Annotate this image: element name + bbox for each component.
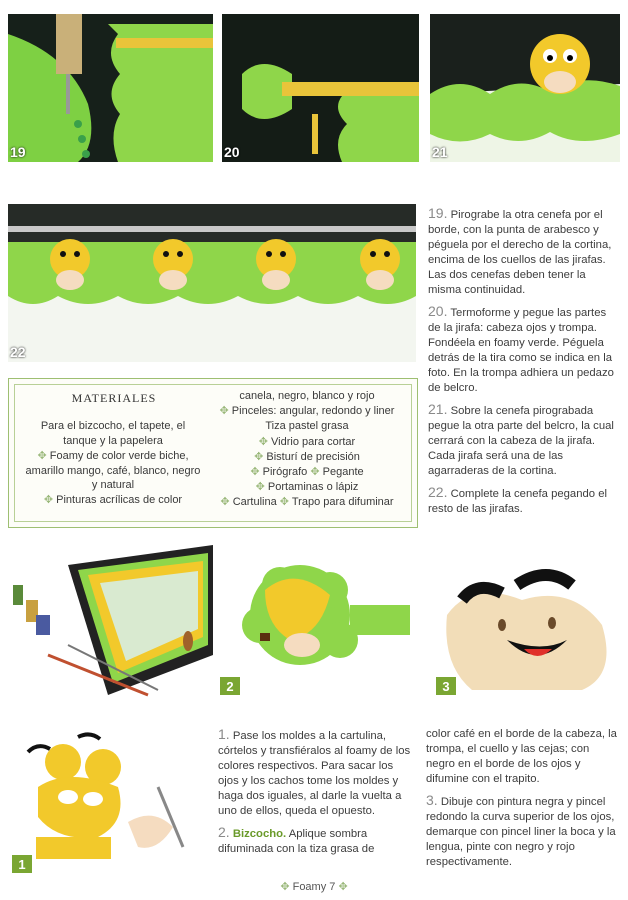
materials-item: ✥ Pinturas acrílicas de color (43, 493, 183, 506)
footer-text: Foamy 7 (292, 881, 336, 893)
materials-right-column (209, 389, 405, 511)
materials-item: ✥ Bisturí de precisión (254, 450, 360, 463)
steps-2-3-continued (426, 727, 620, 876)
photo-20-illustration (222, 14, 419, 162)
photo-supplies-illustration (8, 545, 213, 697)
steps-1-2 (218, 727, 416, 863)
photo-step-1 (8, 727, 208, 875)
photo-number: 19 (10, 144, 26, 160)
step-2-continued: color café en el borde de la cabeza, la trompa, el cuello y las cejas; con negro en el borde de los ojos y difumine con el trapito. (426, 728, 617, 785)
materials-continuation: canela, negro, blanco y rojo (239, 390, 375, 402)
photo-step-21 (430, 14, 620, 162)
step-20: 20. Termoforme y pegue las partes de la jirafa: cabeza ojos y trompa. Fondéela en foamy verde. Péguela detrás de la tira como se indica en la foto. En la trompa adhiera un pedazo de belcro. (428, 303, 614, 394)
photo-21-illustration (430, 14, 620, 162)
steps-19-22 (428, 206, 618, 523)
photo-1-illustration (8, 727, 208, 875)
materials-item: ✥ Pirógrafo ✥ Pegante (250, 466, 364, 479)
materials-intro: Para el bizcocho, el tapete, el tanque y la papelera (40, 420, 186, 447)
materials-item: ✥ Vidrio para cortar (258, 435, 356, 448)
photo-3-illustration (432, 545, 618, 697)
step-2: 2. Bizcocho. Aplique sombra difuminada con la tiza grasa de (218, 824, 375, 855)
photo-step-19 (8, 14, 213, 162)
photo-number: 2 (220, 677, 240, 695)
photo-number: 22 (10, 344, 26, 360)
step-1: 1. Pase los moldes a la cartulina, córtelos y transfiéralos al foamy de los colores respectivos. Para sacar los ojos y los cachos tome los moldes y haga dos iguales, al darle la vuelta a uno de ellos, queda el opuesto. (218, 726, 411, 817)
materials-box (8, 378, 418, 528)
step-3: 3. Dibuje con pintura negra y pincel redondo la curva superior de los ojos, demarque con pincel liner la boca y la lengua, pinte con negro y rojo respectivamente. (426, 792, 616, 868)
materials-title: MATERIALES (71, 391, 157, 405)
photo-step-22 (8, 204, 416, 362)
materials-item: ✥ Pinceles: angular, redondo y liner Tiza pastel grasa (219, 405, 395, 433)
page-footer: ✥ Foamy 7 ✥ (280, 881, 348, 893)
photo-2-illustration (220, 545, 417, 697)
photo-materials-supplies (8, 545, 213, 697)
photo-22-illustration (8, 204, 416, 362)
photo-number: 3 (436, 677, 456, 695)
photo-number: 1 (12, 855, 32, 873)
step-22: 22. Complete la cenefa pegando el resto de las jirafas. (428, 484, 607, 515)
materials-item: ✥ Cartulina ✥ Trapo para difuminar (220, 496, 394, 509)
materials-item: ✥ Foamy de color verde biche, amarillo mango, café, blanco, negro y natural (25, 450, 201, 491)
materials-left-column (24, 419, 202, 507)
photo-step-3 (432, 545, 618, 697)
photo-19-illustration (8, 14, 213, 162)
step-19: 19. Pirograbe la otra cenefa por el borde, con la punta de arabesco y péguela por el derecho de la cortina, encima de los cuellos de las jirafas. Las dos cenefas deben tener la misma continuidad. (428, 205, 612, 296)
photo-number: 20 (224, 144, 240, 160)
photo-step-2 (220, 545, 417, 697)
materials-item: ✥ Portaminas o lápiz (255, 481, 359, 494)
photo-number: 21 (432, 144, 448, 160)
step-21: 21. Sobre la cenefa pirograbada pegue la otra parte del belcro, la cual cerrará con la cabeza de la jirafa. Cada jirafa será una de las agarraderas de la cortina. (428, 401, 614, 477)
photo-step-20 (222, 14, 419, 162)
